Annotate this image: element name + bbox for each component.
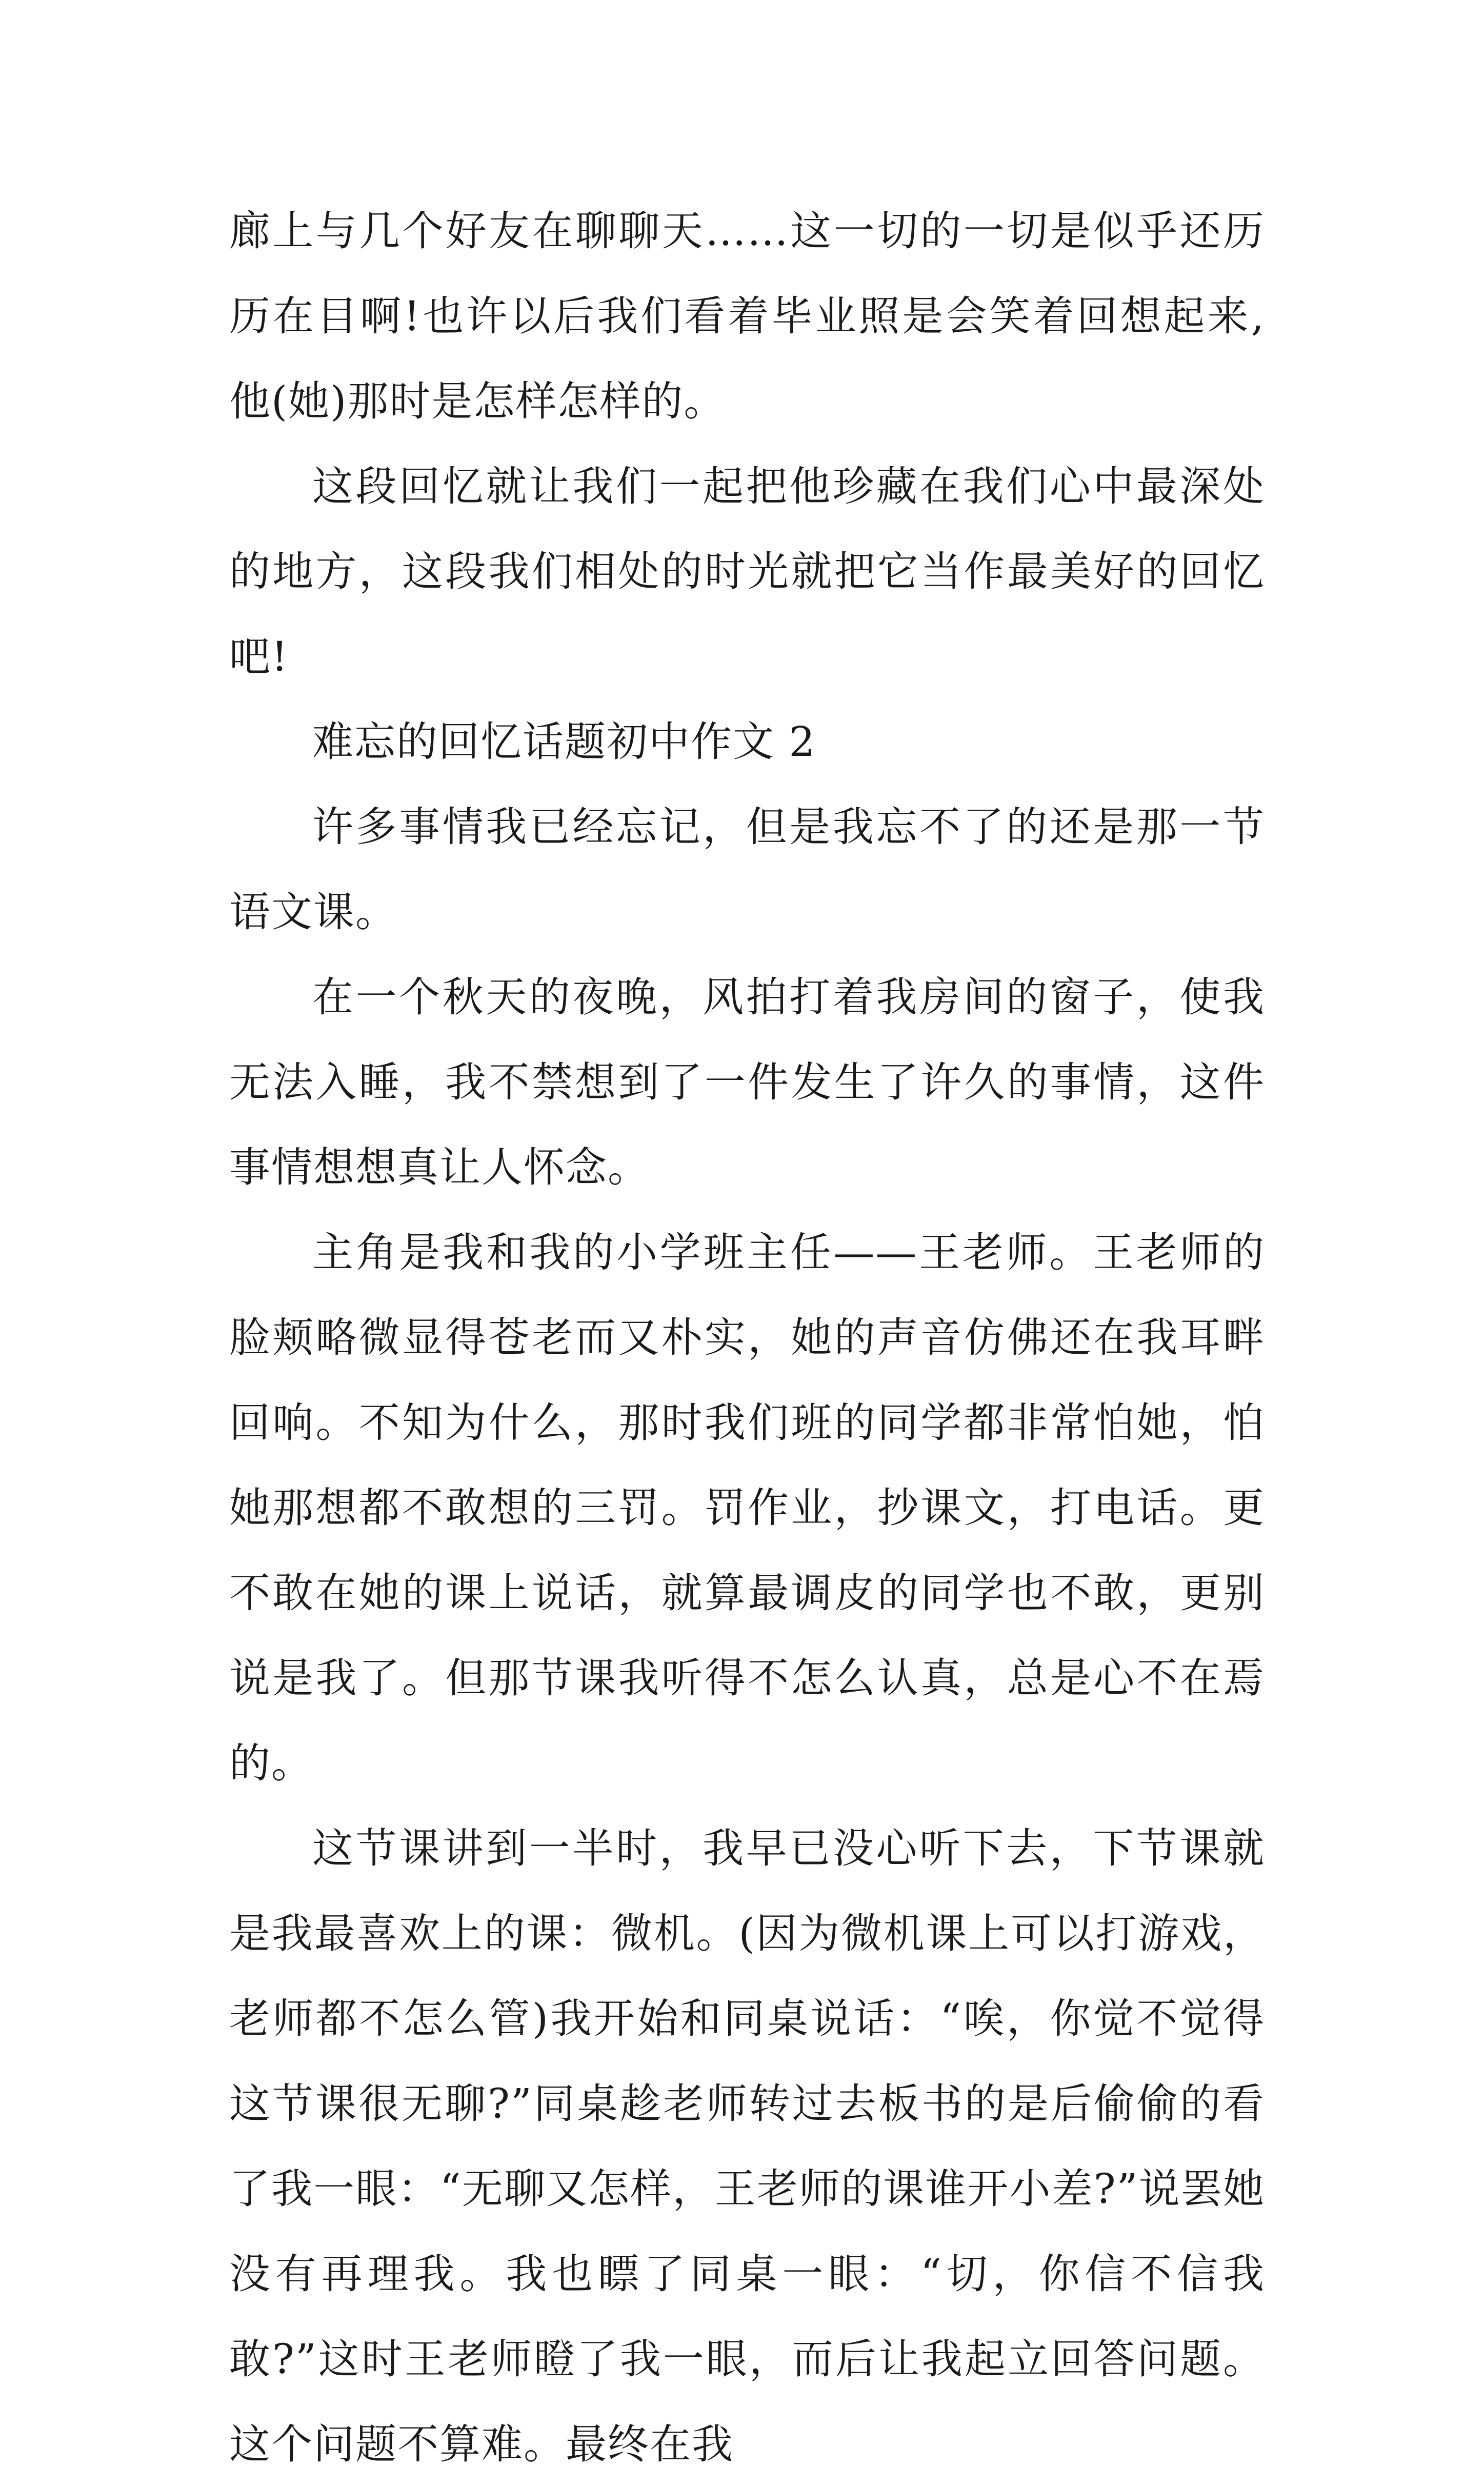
paragraph-3: 许多事情我已经忘记，但是我忘不了的还是那一节语文课。 [229,803,1265,936]
document-body [229,189,1265,2487]
paragraph-5: 主角是我和我的小学班主任——王老师。王老师的脸颊略微显得苍老而又朴实，她的声音仿佛还在我耳畔回响。不知为什么，那时我们班的同学都非常怕她，怕她那想都不敢想的三罚。罚作业，抄课文，打电话。更不敢在她的课上说话，就算最调皮的同学也不敢，更别说是我了。但那节课我听得不怎么认真，总是心不在焉的。 [229,1229,1265,1787]
paragraph-4: 在一个秋天的夜晚，风拍打着我房间的窗子，使我无法入睡，我不禁想到了一件发生了许久的事情，这件事情想想真让人怀念。 [229,973,1265,1191]
paragraph-2: 这段回忆就让我们一起把他珍藏在我们心中最深处的地方，这段我们相处的时光就把它当作最美好的回忆吧! [229,463,1265,680]
section-heading: 难忘的回忆话题初中作文 2 [312,718,816,766]
paragraph-6: 这节课讲到一半时，我早已没心听下去，下节课就是我最喜欢上的课：微机。(因为微机课上可以打游戏，老师都不怎么管)我开始和同桌说话：“唉，你觉不觉得这节课很无聊?”同桌趁老师转过去板书的是后偷偷的看了我一眼：“无聊又怎样，王老师的课谁开小差?”说罢她没有再理我。我也瞟了同桌一眼：“切，你信不信我敢?”这时王老师瞪了我一眼，而后让我起立回答问题。这个问题不算难。最终在我 [229,1824,1265,2468]
paragraph-1: 廊上与几个好友在聊聊天……这一切的一切是似乎还历历在目啊!也许以后我们看着毕业照是会笑着回想起来,他(她)那时是怎样怎样的。 [229,207,1265,425]
